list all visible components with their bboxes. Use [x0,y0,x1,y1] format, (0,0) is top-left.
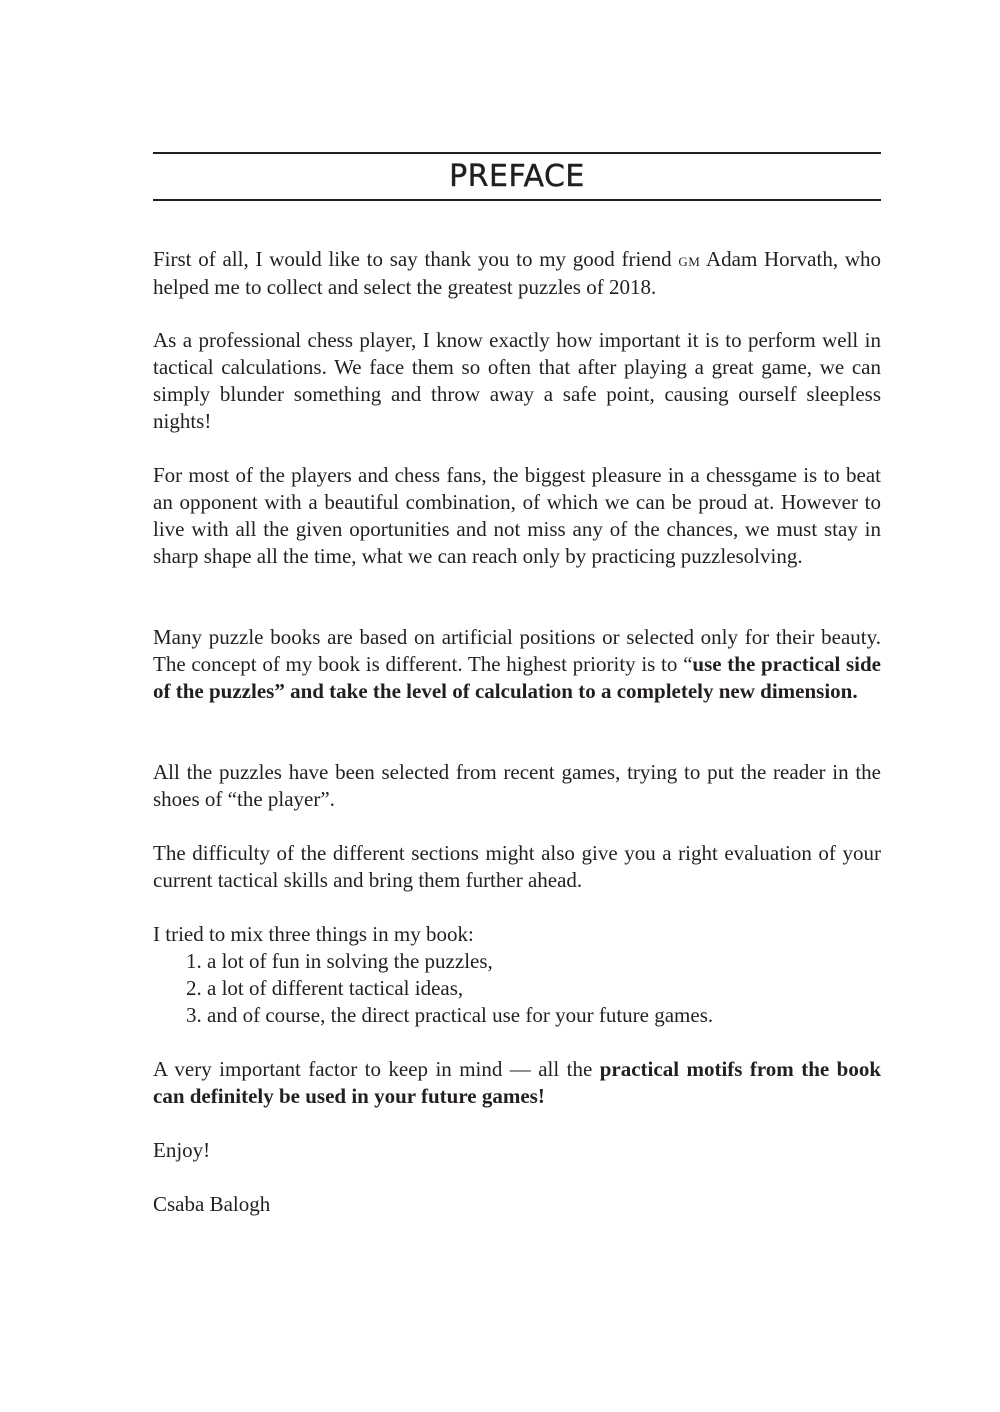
title-block [153,152,881,201]
mix-list [153,948,881,1029]
paragraph-acknowledgement [153,246,881,301]
paragraph-important-factor [153,1056,881,1110]
paragraph-text: First of all, I would like to say thank you to my good friend [153,247,679,271]
paragraph-text: Many puzzle books are based on artificial positions or selected only for their beauty. The concept of my book is different. The highest priority is to “ [153,625,881,676]
gm-title-abbrev: gm [678,250,701,271]
paragraph-mix-intro: I tried to mix three things in my book: [153,922,474,946]
list-item: 2. a lot of different tactical ideas, [186,976,464,1000]
author-signature: Csaba Balogh [153,1192,271,1216]
page-title: PREFACE [449,159,585,194]
paragraph-text: A very important factor to keep in mind — all the [153,1057,600,1081]
paragraph-concept [153,624,881,705]
paragraph-bold-text: use the practical side of the puzzles” and take the level of calculation to a completely new dimension. [153,652,881,703]
paragraph-professional: As a professional chess player, I know exactly how important it is to perform well in tactical calculations. We face them so often that after playing a great game, we can simply blunder something and throw away a safe point, causing ourself sleepless nights! [153,328,881,433]
list-item: 3. and of course, the direct practical use for your future games. [186,1003,714,1027]
book-page [153,0,881,1412]
paragraph-text: Adam Horvath, who helped me to collect and select the greatest puzzles of 2018. [153,247,881,299]
paragraph-selection: All the puzzles have been selected from recent games, trying to put the reader in the shoes of “the player”. [153,760,881,811]
paragraph-enjoy: Enjoy! [153,1138,211,1162]
paragraph-bold-text: practical motifs from the book can definitely be used in your future games! [153,1057,881,1108]
paragraph-pleasure: For most of the players and chess fans, the biggest pleasure in a chessgame is to beat an opponent with a beautiful combination, of which we can be proud at. However to live with all the given oportunities and not miss any of the chances, we must stay in sharp shape all the time, what we can reach only by practicing puzzlesolving. [153,463,881,568]
paragraph-difficulty: The difficulty of the different sections might also give you a right evaluation of your current tactical skills and bring them further ahead. [153,841,881,892]
list-item: 1. a lot of fun in solving the puzzles, [186,949,493,973]
